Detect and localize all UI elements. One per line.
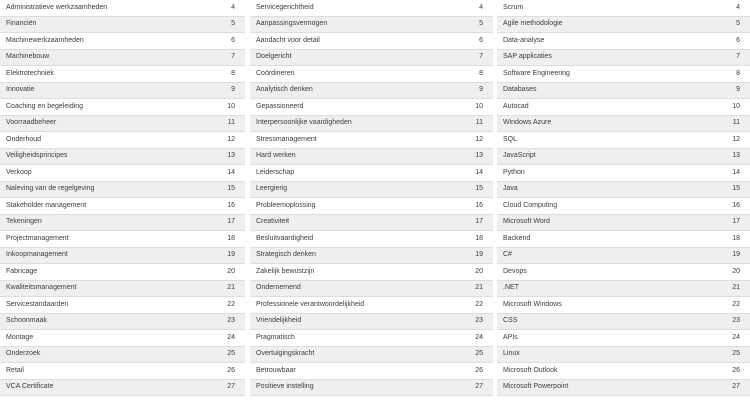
skill-rank: 23 bbox=[227, 317, 235, 324]
table-row bbox=[250, 132, 493, 149]
skill-rank: 17 bbox=[227, 218, 235, 225]
table-row bbox=[250, 297, 493, 314]
skill-name: Leiderschap bbox=[256, 168, 295, 176]
skill-name: Microsoft Word bbox=[503, 218, 550, 225]
skill-name: Agile methodologie bbox=[503, 20, 563, 27]
skill-name: Ondernemend bbox=[256, 284, 301, 291]
skill-rank: 8 bbox=[479, 69, 483, 77]
skill-rank: 22 bbox=[732, 300, 740, 308]
skill-name: Betrouwbaar bbox=[256, 366, 296, 374]
skill-rank: 27 bbox=[475, 383, 483, 390]
skill-rank: 21 bbox=[227, 284, 235, 291]
table-row bbox=[250, 66, 493, 83]
skill-rank: 10 bbox=[732, 102, 740, 110]
skill-name: Cloud Computing bbox=[503, 201, 558, 209]
skill-name: Strategisch denken bbox=[256, 251, 316, 258]
table-row bbox=[0, 116, 245, 133]
skill-rank: 27 bbox=[227, 383, 235, 390]
skill-rank: 11 bbox=[732, 119, 740, 126]
table-row bbox=[497, 83, 750, 100]
table-row bbox=[497, 116, 750, 133]
table-row bbox=[497, 132, 750, 149]
table-row bbox=[250, 231, 493, 248]
skill-rank: 11 bbox=[227, 119, 235, 126]
skill-rank: 15 bbox=[475, 185, 483, 192]
skill-name: Analytisch denken bbox=[256, 86, 313, 93]
skill-name: C# bbox=[503, 251, 512, 258]
table-row bbox=[497, 297, 750, 314]
table-row bbox=[250, 281, 493, 298]
table-row bbox=[0, 132, 245, 149]
skill-name: Onderhoud bbox=[6, 135, 42, 143]
skill-name: Vriendelijkheid bbox=[256, 317, 302, 324]
it-skills-column bbox=[497, 0, 750, 396]
skill-rank: 19 bbox=[732, 251, 740, 258]
skill-name: Overtuigingskracht bbox=[256, 350, 315, 357]
skill-name: Leergierig bbox=[256, 185, 288, 192]
skill-name: VCA Certificate bbox=[6, 383, 54, 390]
table-row bbox=[497, 363, 750, 380]
table-row bbox=[250, 363, 493, 380]
skill-name: Python bbox=[503, 168, 525, 176]
skill-name: Pragmatisch bbox=[256, 333, 295, 341]
table-row bbox=[497, 380, 750, 397]
skill-name: Voorraadbeheer bbox=[6, 119, 57, 126]
skill-name: Besluitvaardigheid bbox=[256, 234, 314, 242]
table-row bbox=[250, 248, 493, 265]
skill-rank: 6 bbox=[231, 36, 235, 44]
skill-name: Creativiteit bbox=[256, 218, 290, 225]
skill-rank: 20 bbox=[732, 267, 740, 275]
skill-name: Montage bbox=[6, 333, 34, 341]
skill-rank: 24 bbox=[475, 333, 483, 341]
table-row bbox=[497, 330, 750, 347]
skill-rank: 16 bbox=[732, 201, 740, 209]
skill-rank: 12 bbox=[475, 135, 483, 143]
table-row bbox=[250, 380, 493, 397]
skill-name: Coördineren bbox=[256, 69, 295, 77]
table-row bbox=[250, 347, 493, 364]
skill-name: Servicestandaarden bbox=[6, 300, 69, 308]
table-row bbox=[0, 248, 245, 265]
skill-rank: 25 bbox=[732, 350, 740, 357]
table-row bbox=[497, 281, 750, 298]
table-row bbox=[0, 380, 245, 397]
skill-name: Interpersoonlijke vaardigheden bbox=[256, 119, 352, 126]
skill-rank: 4 bbox=[231, 3, 235, 11]
skill-rank: 21 bbox=[732, 284, 740, 291]
table-row bbox=[250, 165, 493, 182]
skill-rank: 17 bbox=[475, 218, 483, 225]
skill-name: Autocad bbox=[503, 102, 529, 110]
skill-rank: 18 bbox=[475, 234, 483, 242]
table-row bbox=[250, 0, 493, 17]
skill-name: Machinebouw bbox=[6, 53, 50, 60]
skill-name: APIs bbox=[503, 333, 518, 341]
table-row bbox=[250, 33, 493, 50]
table-row bbox=[0, 215, 245, 232]
skill-name: Machinewerkzaamheden bbox=[6, 36, 84, 44]
skill-rank: 24 bbox=[732, 333, 740, 341]
soft-skills-column bbox=[250, 0, 493, 396]
table-row bbox=[497, 17, 750, 34]
skill-rank: 23 bbox=[475, 317, 483, 324]
table-row bbox=[250, 182, 493, 199]
skill-name: JavaScript bbox=[503, 152, 536, 159]
skill-name: Microsoft Windows bbox=[503, 300, 562, 308]
skill-rank: 7 bbox=[736, 53, 740, 60]
table-row bbox=[250, 50, 493, 67]
skill-name: Fabricage bbox=[6, 267, 38, 275]
skill-rank: 15 bbox=[732, 185, 740, 192]
vaardigheden-column bbox=[0, 0, 245, 396]
skill-name: Java bbox=[503, 185, 518, 192]
skill-name: Veiligheidsprincipes bbox=[6, 152, 68, 159]
skill-name: Inkoopmanagement bbox=[6, 251, 68, 258]
skill-rank: 14 bbox=[475, 168, 483, 176]
table-row bbox=[497, 33, 750, 50]
skill-name: Aandacht voor detail bbox=[256, 36, 320, 44]
skill-name: Windows Azure bbox=[503, 119, 552, 126]
table-row bbox=[0, 281, 245, 298]
skill-rank: 5 bbox=[231, 20, 235, 27]
table-row bbox=[250, 330, 493, 347]
skill-name: Data-analyse bbox=[503, 36, 545, 44]
skill-name: Onderzoek bbox=[6, 350, 41, 357]
skill-name: Doelgericht bbox=[256, 53, 292, 60]
table-row bbox=[497, 248, 750, 265]
skill-name: Financiën bbox=[6, 20, 37, 27]
table-row bbox=[497, 347, 750, 364]
table-row bbox=[0, 231, 245, 248]
skill-name: Administratieve werkzaamheden bbox=[6, 3, 108, 11]
table-row bbox=[250, 198, 493, 215]
skill-name: Gepassioneerd bbox=[256, 102, 304, 110]
skill-name: Devops bbox=[503, 267, 527, 275]
skill-rank: 20 bbox=[227, 267, 235, 275]
table-row bbox=[0, 0, 245, 17]
skill-rank: 4 bbox=[479, 3, 483, 11]
skill-rank: 20 bbox=[475, 267, 483, 275]
table-row bbox=[497, 66, 750, 83]
table-row bbox=[0, 99, 245, 116]
skill-rank: 10 bbox=[227, 102, 235, 110]
skill-rank: 21 bbox=[475, 284, 483, 291]
table-row bbox=[497, 0, 750, 17]
skill-rank: 16 bbox=[227, 201, 235, 209]
skill-name: .NET bbox=[503, 284, 519, 291]
table-row bbox=[497, 314, 750, 331]
skill-rank: 23 bbox=[732, 317, 740, 324]
skill-rank: 9 bbox=[231, 86, 235, 93]
table-row bbox=[0, 83, 245, 100]
skill-name: Elektrotechniek bbox=[6, 69, 54, 77]
skill-name: Naleving van de regelgeving bbox=[6, 185, 95, 192]
skill-name: Verkoop bbox=[6, 168, 32, 176]
skill-name: Microsoft Powerpoint bbox=[503, 383, 569, 390]
table-row bbox=[497, 182, 750, 199]
table-row bbox=[250, 314, 493, 331]
table-row bbox=[497, 99, 750, 116]
table-row bbox=[250, 149, 493, 166]
skill-rank: 26 bbox=[732, 366, 740, 374]
skill-rank: 8 bbox=[736, 69, 740, 77]
skill-rank: 27 bbox=[732, 383, 740, 390]
skill-rank: 5 bbox=[736, 20, 740, 27]
table-row bbox=[0, 17, 245, 34]
skill-name: Servicegerichtheid bbox=[256, 3, 314, 11]
table-row bbox=[0, 33, 245, 50]
table-row bbox=[0, 347, 245, 364]
skill-name: Scrum bbox=[503, 3, 524, 11]
table-row bbox=[497, 149, 750, 166]
table-row bbox=[0, 50, 245, 67]
skill-name: CSS bbox=[503, 317, 518, 324]
table-row bbox=[497, 231, 750, 248]
table-row bbox=[0, 182, 245, 199]
skill-rank: 25 bbox=[475, 350, 483, 357]
skill-rank: 13 bbox=[732, 152, 740, 159]
skill-name: Backend bbox=[503, 234, 531, 242]
skill-rank: 7 bbox=[231, 53, 235, 60]
skill-name: Stakeholder management bbox=[6, 201, 87, 209]
table-row bbox=[0, 149, 245, 166]
skill-name: Retail bbox=[6, 366, 24, 374]
skill-rank: 8 bbox=[231, 69, 235, 77]
table-row bbox=[250, 215, 493, 232]
skill-name: Aanpassingsvermogen bbox=[256, 20, 328, 27]
skill-name: Zakelijk bewustzijn bbox=[256, 267, 315, 275]
skill-rank: 14 bbox=[732, 168, 740, 176]
skill-rank: 6 bbox=[479, 36, 483, 44]
skill-name: SAP applicaties bbox=[503, 53, 552, 60]
skill-name: Kwaliteitsmanagement bbox=[6, 284, 77, 291]
skill-rank: 4 bbox=[736, 3, 740, 11]
table-row bbox=[0, 198, 245, 215]
skill-name: Professionele verantwoordelijkheid bbox=[256, 300, 365, 308]
skill-rank: 22 bbox=[475, 300, 483, 308]
skill-rank: 26 bbox=[475, 366, 483, 374]
skill-rank: 12 bbox=[227, 135, 235, 143]
skill-rank: 25 bbox=[227, 350, 235, 357]
skill-rank: 18 bbox=[227, 234, 235, 242]
skill-name: Projectmanagement bbox=[6, 234, 69, 242]
table-row bbox=[0, 66, 245, 83]
skill-rank: 19 bbox=[475, 251, 483, 258]
skill-rank: 11 bbox=[475, 119, 483, 126]
table-row bbox=[250, 83, 493, 100]
table-row bbox=[497, 264, 750, 281]
skill-name: Stressmanagement bbox=[256, 135, 317, 143]
skill-name: Schoonmaak bbox=[6, 317, 47, 324]
skill-name: Microsoft Outlook bbox=[503, 366, 558, 374]
skill-rank: 18 bbox=[732, 234, 740, 242]
skill-rank: 14 bbox=[227, 168, 235, 176]
skill-name: Databases bbox=[503, 86, 537, 93]
skill-rank: 6 bbox=[736, 36, 740, 44]
skill-rank: 16 bbox=[475, 201, 483, 209]
skill-rank: 22 bbox=[227, 300, 235, 308]
table-row bbox=[497, 215, 750, 232]
table-row bbox=[0, 264, 245, 281]
table-row bbox=[497, 165, 750, 182]
skill-rank: 19 bbox=[227, 251, 235, 258]
table-row bbox=[0, 330, 245, 347]
skill-name: Software Engineering bbox=[503, 69, 570, 77]
table-row bbox=[250, 99, 493, 116]
table-row bbox=[0, 297, 245, 314]
skill-rank: 5 bbox=[479, 20, 483, 27]
skill-name: Positieve instelling bbox=[256, 383, 314, 390]
skill-name: Coaching en begeleiding bbox=[6, 102, 84, 110]
skill-name: Tekeningen bbox=[6, 218, 42, 225]
skill-rank: 26 bbox=[227, 366, 235, 374]
skill-rank: 24 bbox=[227, 333, 235, 341]
skill-name: Innovatie bbox=[6, 86, 35, 93]
skill-rank: 13 bbox=[227, 152, 235, 159]
table-row bbox=[497, 198, 750, 215]
skill-rank: 13 bbox=[475, 152, 483, 159]
skill-rank: 9 bbox=[479, 86, 483, 93]
skill-rank: 9 bbox=[736, 86, 740, 93]
table-row bbox=[0, 165, 245, 182]
table-row bbox=[250, 17, 493, 34]
table-row bbox=[497, 50, 750, 67]
skill-name: Probleemoplossing bbox=[256, 201, 316, 209]
table-row bbox=[0, 314, 245, 331]
skill-rank: 12 bbox=[732, 135, 740, 143]
skill-name: SQL bbox=[503, 135, 518, 143]
skill-name: Linux bbox=[503, 350, 520, 357]
table-row bbox=[250, 116, 493, 133]
table-row bbox=[250, 264, 493, 281]
skill-rank: 15 bbox=[227, 185, 235, 192]
skill-rank: 17 bbox=[732, 218, 740, 225]
skill-rank: 10 bbox=[475, 102, 483, 110]
skill-name: Hard werken bbox=[256, 152, 296, 159]
table-row bbox=[0, 363, 245, 380]
skill-rank: 7 bbox=[479, 53, 483, 60]
